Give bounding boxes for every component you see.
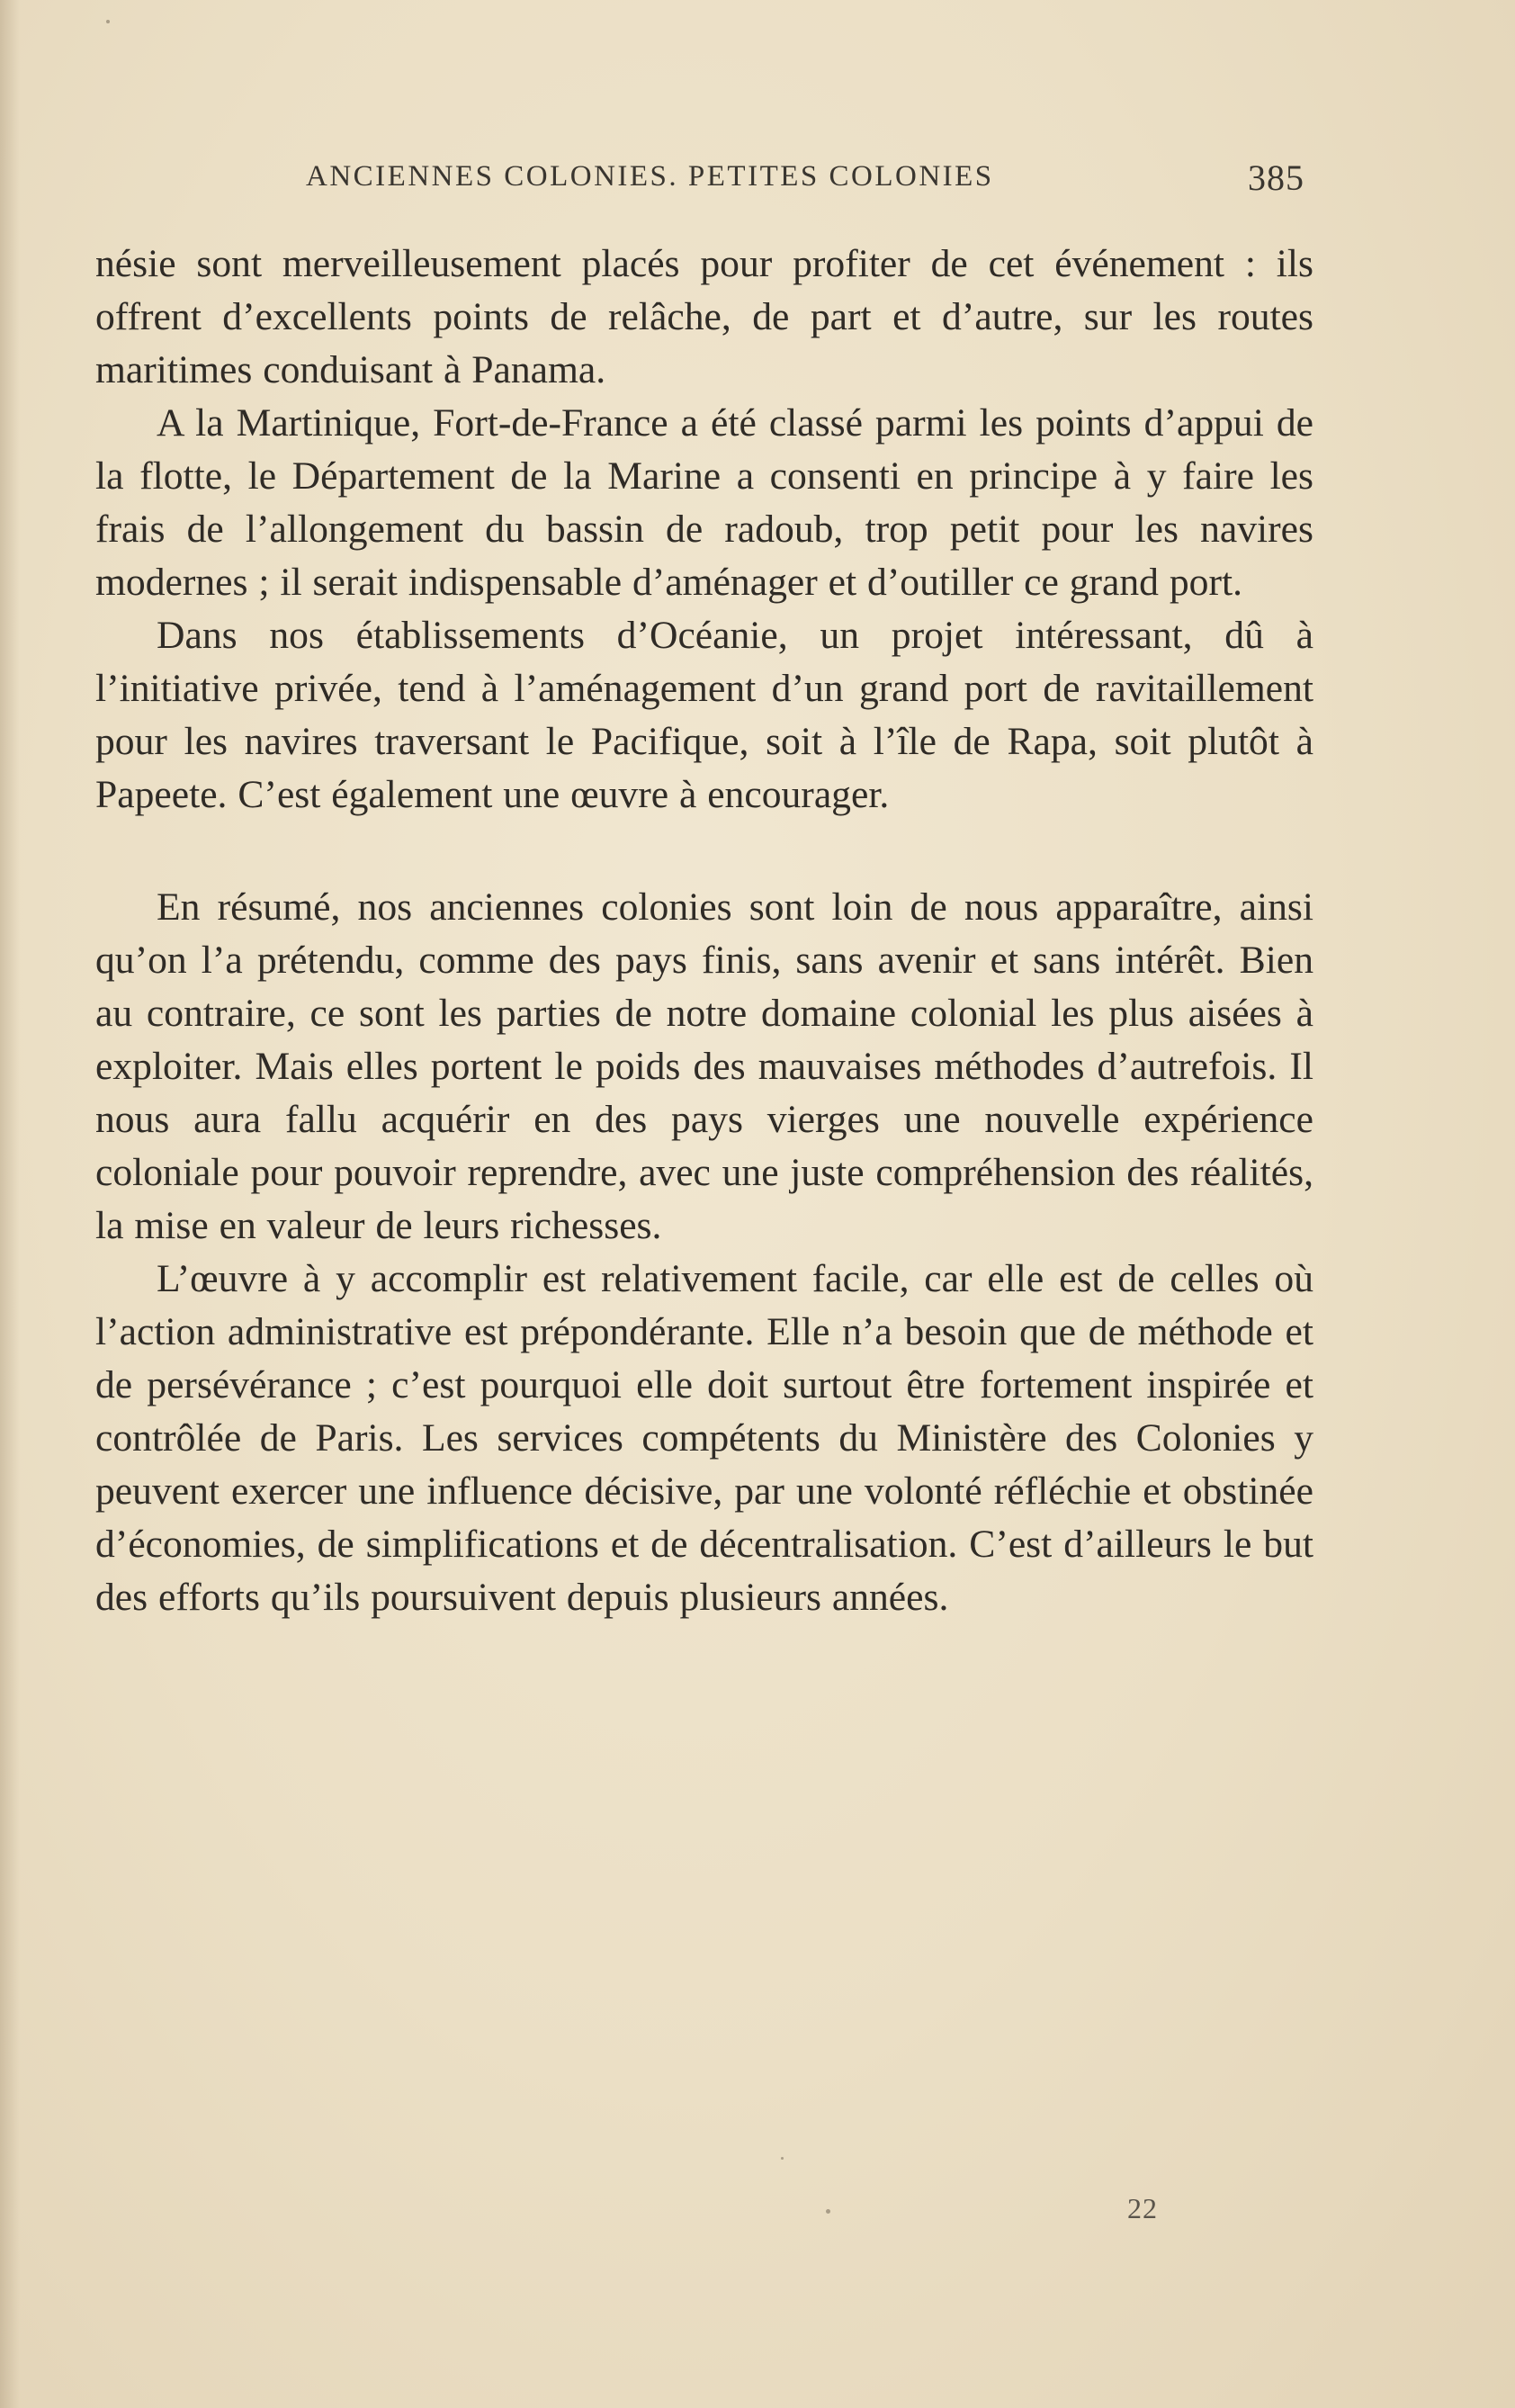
body-text — [95, 238, 1313, 1624]
page-binding-shadow — [0, 0, 20, 2408]
running-title: ANCIENNES COLONIES. PETITES COLONIES — [306, 160, 994, 193]
paragraph-continuation: nésie sont merveilleusement placés pour profiter de cet événement : ils offrent d’excellents points de relâche, de part et d’autre, sur les routes maritimes conduisant à Panama. — [95, 242, 1313, 391]
paragraph-oceanie: Dans nos établissements d’Océanie, un projet intéressant, dû à l’initiative privée, tend à l’aménagement d’un grand port de ravitaillement pour les navires traversant le Pacifique, soit à l’île de Rapa, soit plutôt à Papeete. C’est également une œuvre à encourager. — [95, 614, 1313, 816]
section-break — [95, 822, 1313, 881]
paper-speck — [826, 2209, 830, 2214]
paragraph-resume: En résumé, nos anciennes colonies sont loin de nous apparaître, ainsi qu’on l’a prétendu, comme des pays finis, sans avenir et sans intérêt. Bien au contraire, ce sont les parties de notre domaine colonial les plus aisées à exploiter. Mais elles portent le poids des mauvaises méthodes d’autrefois. Il nous aura fallu acquérir en des pays vierges une nouvelle expérience coloniale pour pouvoir reprendre, avec une juste compréhension des réalités, la mise en valeur de leurs richesses. — [95, 885, 1313, 1247]
paper-speck — [106, 20, 110, 23]
paper-speck — [781, 2157, 784, 2160]
paragraph-martinique: A la Martinique, Fort-de-France a été classé parmi les points d’appui de la flotte, le Département de la Marine a consenti en principe à y faire les frais de l’allongement du bassin de radoub, trop petit pour les navires modernes ; il serait indispensable d’aménager et d’outiller ce grand port. — [95, 401, 1313, 604]
page-number: 385 — [1248, 157, 1304, 198]
printer-signature-mark: 22 — [1127, 2192, 1158, 2224]
paragraph-oeuvre: L’œuvre à y accomplir est relativement facile, car elle est de celles où l’action administrative est prépondérante. Elle n’a besoin que de méthode et de persévérance ; c’est pourquoi elle doit surtout être fortement inspirée et contrôlée de Paris. Les services compétents du Ministère des Colonies y peuvent exercer une influence décisive, par une volonté réfléchie et obstinée d’économies, de simplifications et de décentralisation. C’est d’ailleurs le but des efforts qu’ils poursuivent depuis plusieurs années. — [95, 1257, 1313, 1619]
running-head — [306, 157, 1313, 205]
